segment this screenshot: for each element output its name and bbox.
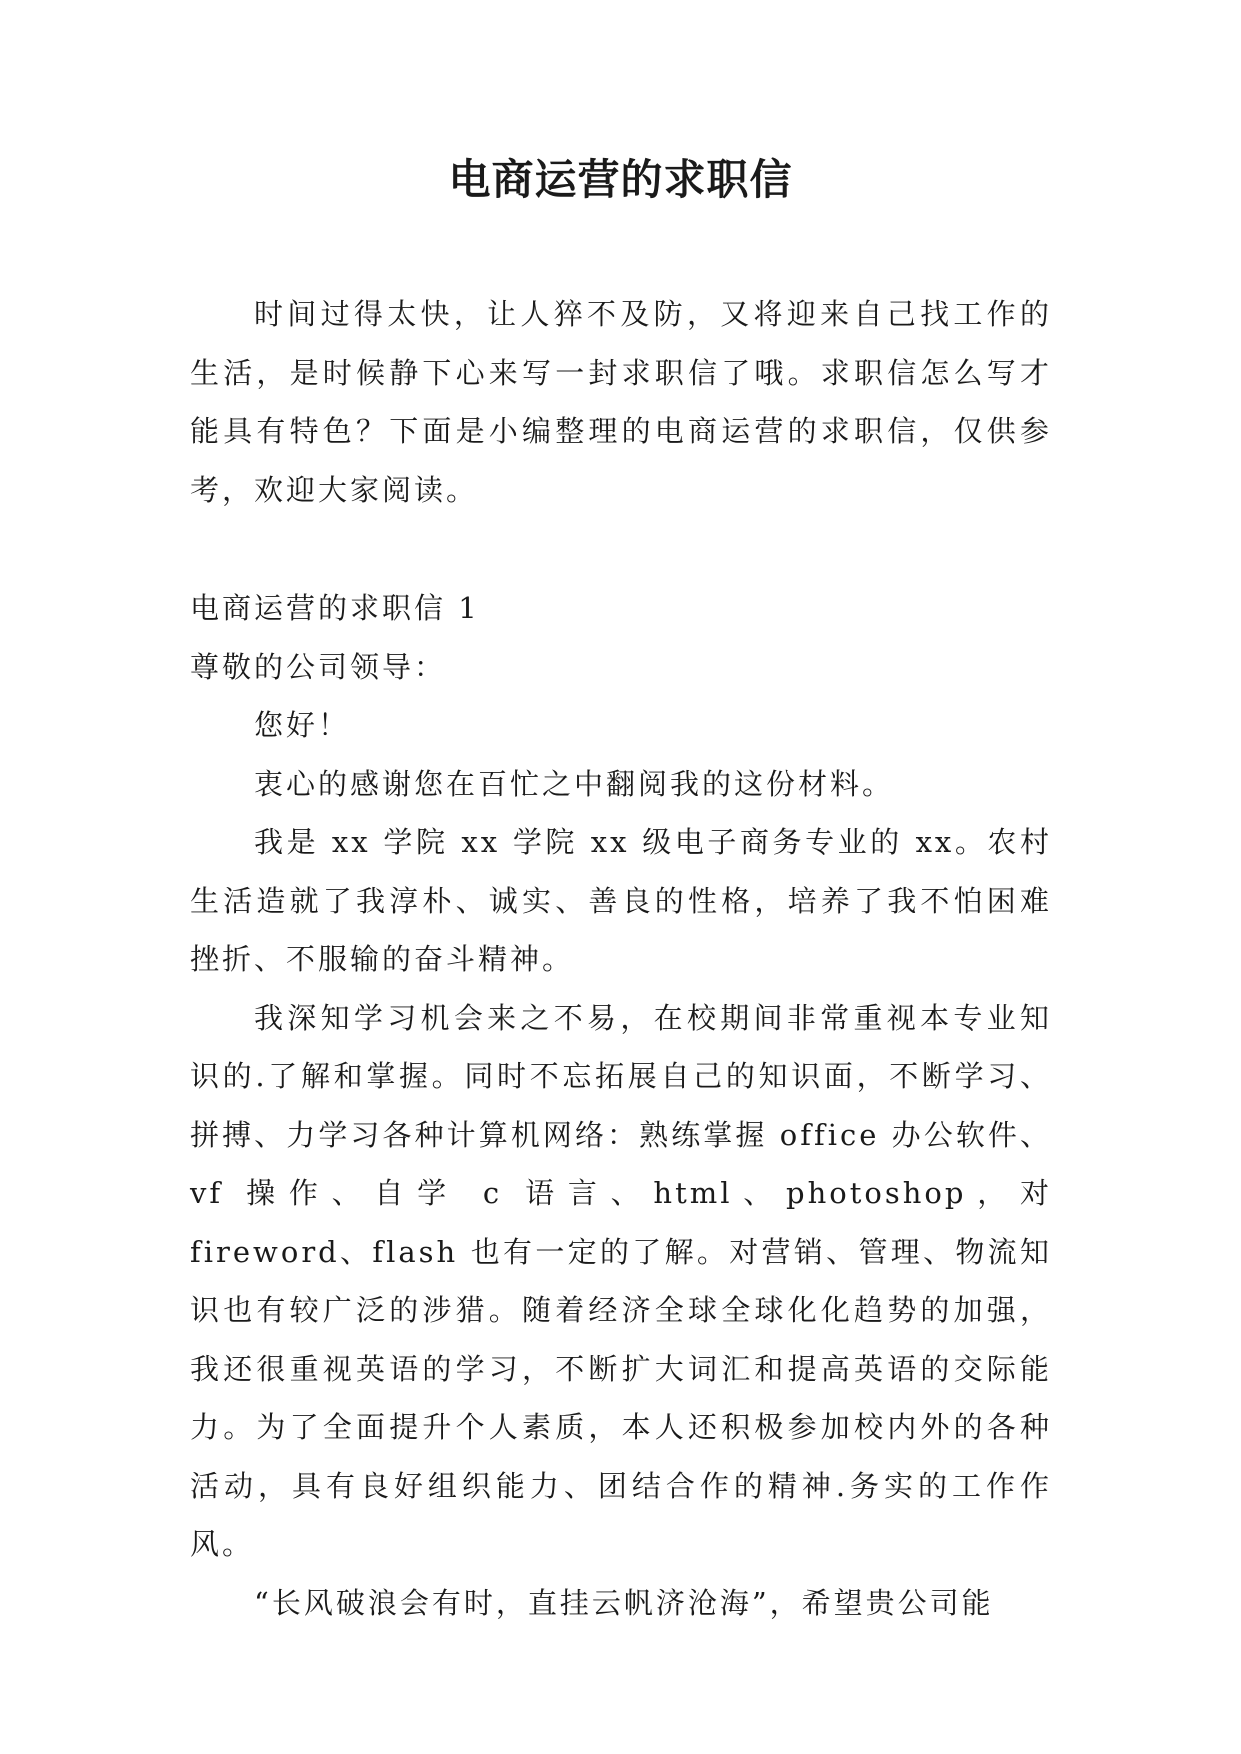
document-body [190, 285, 1052, 1632]
paragraph-spacer [190, 519, 1052, 579]
body-paragraph: “长风破浪会有时，直挂云帆济沧海”，希望贵公司能 [254, 1585, 994, 1620]
intro-paragraph: 时间过得太快，让人猝不及防，又将迎来自己找工作的生活，是时候静下心来写一封求职信了哦。求职信怎么写才能具有特色？下面是小编整理的电商运营的求职信，仅供参考，欢迎大家阅读。 [190, 297, 1052, 507]
page-title: 电商运营的求职信 [448, 155, 793, 204]
body-paragraph: 我是 xx 学院 xx 学院 xx 级电子商务专业的 xx。农村生活造就了我淳朴、诚实、善良的性格，培养了我不怕困难挫折、不服输的奋斗精神。 [190, 825, 1052, 976]
body-paragraph: 衷心的感谢您在百忙之中翻阅我的这份材料。 [254, 766, 895, 801]
section-heading: 电商运营的求职信 1 [190, 591, 480, 625]
salutation: 尊敬的公司领导： [190, 649, 447, 684]
greeting: 您好！ [254, 708, 351, 742]
body-paragraph: 我深知学习机会来之不易，在校期间非常重视本专业知识的.了解和掌握。同时不忘拓展自己的知识面，不断学习、拼搏、力学习各种计算机网络：熟练掌握 office 办公软件、vf 操作、自学 c 语言、html、photoshop，对 fireword、flash 也有一定的了解。对营销、管理、物流知识也有较广泛的涉猎。随着经济全球全球化化趋势的加强，我还很重视英语的学习，不断扩大词汇和提高英语的交际能力。为了全面提升个人素质，本人还积极参加校内外的各种活动，具有良好组织能力、团结合作的精神.务实的工作作风。 [190, 1000, 1052, 1561]
